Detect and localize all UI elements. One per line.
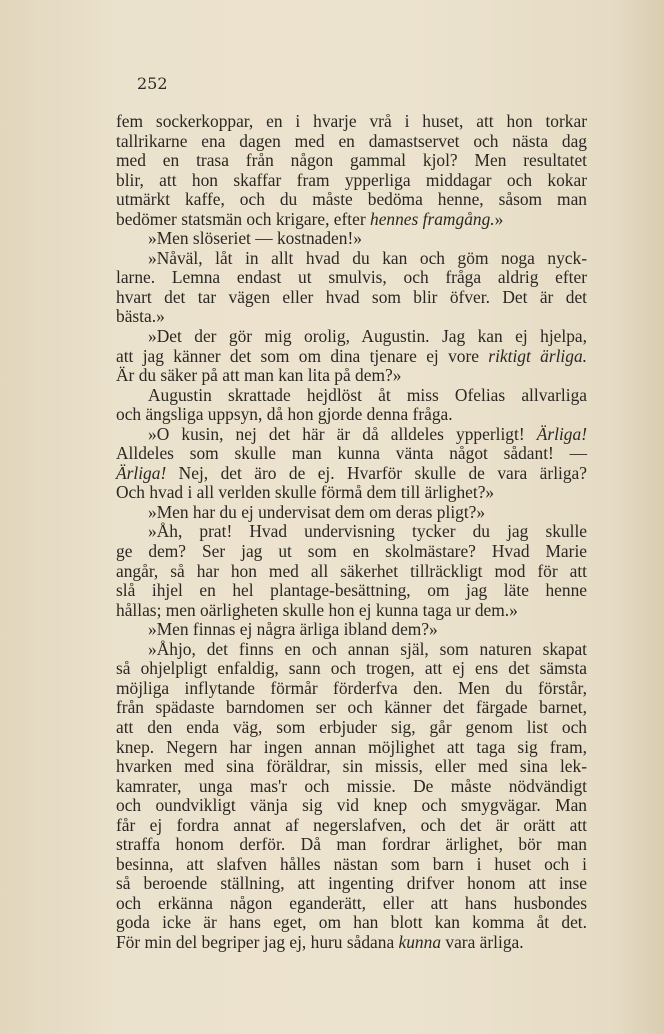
text-segment: så ohjelpligt enfaldig, sann och trogen, att ej ens det sämsta [116,658,587,679]
text-line [116,562,587,582]
text-segment: ge dem? Ser jag ut som en skolmästare? Hvad Marie [116,541,587,562]
text-segment: »Men finnas ej några ärliga ibland dem?» [148,619,438,640]
italic-text: hennes framgång. [370,208,495,229]
text-segment: Alldeles som skulle man kunna vänta något sådant! — [116,443,587,464]
text-line [116,327,587,347]
text-line [116,796,587,816]
text-segment: fem sockerkoppar, en i hvarje vrå i huset, att hon torkar [116,111,587,131]
text-line [116,288,587,308]
text-segment: och ängsliga uppsyn, då hon gjorde denna fråga. [116,404,453,425]
text-line [116,229,587,249]
text-segment: bästa.» [116,306,165,327]
text-line [116,835,587,855]
text-line [116,913,587,933]
text-line [116,581,587,601]
text-line [116,366,587,386]
text-segment: »Men har du ej undervisat dem om deras pligt?» [148,501,486,522]
text-segment: »Men slöseriet — kostnaden!» [148,228,362,249]
text-line [116,464,587,484]
italic-text: riktigt ärliga. [488,345,587,366]
text-segment: »Åh, prat! Hvad undervisning tycker du jag skulle [148,521,587,542]
text-segment: får ej fordra annat af negerslafven, och det är orätt att [116,814,587,835]
text-segment: tallrikarne ena dagen med en damastservet och nästa dag [116,130,587,151]
text-segment: För min del begriper jag ej, huru sådana [116,931,399,952]
text-line [116,816,587,836]
text-segment: » [494,208,504,229]
text-segment: slå ihjel en hel plantage-besättning, om jag läte henne [116,580,587,601]
text-segment: utmärkt kaffe, och du måste bedöma henne, såsom man [116,189,587,210]
text-segment: möjliga inflytande förmår förderfva den. Men du förstår, [116,677,587,698]
text-segment: Nej, det äro de ej. Hvarför skulle de vara ärliga? [166,462,587,483]
text-line [116,601,587,621]
text-segment: Och hvad i all verlden skulle förmå dem till ärlighet?» [116,482,495,503]
body-text [116,112,587,953]
text-segment: straffa honom derför. Då man fordrar ärlighet, bör man [116,834,587,855]
text-segment: goda icke är hans eget, om han blott kan komma åt det. [116,912,587,933]
text-segment: »Nåväl, låt in allt hvad du kan och göm noga nyck- [148,247,587,268]
text-segment: Är du säker på att man kan lita på dem?» [116,365,402,386]
text-segment: knep. Negern har ingen annan möjlighet att taga sig fram, [116,736,587,757]
text-line [116,640,587,660]
text-segment: besinna, att slafven hålles nästan som barn i huset och i [116,853,587,874]
text-segment: »Åhjo, det finns en och annan själ, som naturen skapat [148,638,587,659]
italic-text: Ärliga! [536,423,587,444]
text-line [116,679,587,699]
text-segment: »Det der gör mig orolig, Augustin. Jag kan ej hjelpa, [148,326,587,347]
text-line [116,483,587,503]
text-line [116,112,587,132]
text-line [116,132,587,152]
italic-text: Ärliga! [116,462,167,483]
text-segment: larne. Lemna endast ut smulvis, och fråga aldrig efter [116,267,587,288]
text-segment: och erkänna någon eganderätt, eller att hans husbondes [116,892,587,913]
text-segment: att jag känner det som om dina tjenare ej vore [116,345,489,366]
text-segment: Augustin skrattade hejdlöst åt miss Ofelias allvarliga [148,384,587,405]
text-line [116,855,587,875]
text-line [116,171,587,191]
text-line [116,405,587,425]
text-line [116,620,587,640]
text-line [116,777,587,797]
text-line [116,347,587,367]
text-line [116,268,587,288]
page-number: 252 [137,74,168,93]
text-segment: »O kusin, nej det här är då alldeles ypperligt! [148,423,537,444]
text-segment: så beroende ställning, att ingenting drifver honom att inse [116,873,587,894]
text-line [116,151,587,171]
text-line [116,738,587,758]
text-segment: vara ärliga. [441,931,524,952]
text-segment: med en trasa från någon gammal kjol? Men resultatet [116,150,587,171]
text-line [116,503,587,523]
text-segment: och oundvikligt vänja sig vid knep och smygvägar. Man [116,795,587,816]
text-line [116,718,587,738]
text-line [116,757,587,777]
italic-text: kunna [398,931,442,952]
text-line [116,444,587,464]
text-segment: angår, så har hon med all säkerhet tillräckligt mod för att [116,560,587,581]
text-line [116,933,587,953]
text-segment: hvart det tar vägen eller hvad som blir öfver. Det är det [116,286,587,307]
text-line [116,249,587,269]
text-line [116,659,587,679]
text-segment: hvarken med sina föräldrar, sin missis, eller med sina lek- [116,756,587,777]
text-segment: bedömer statsmän och krigare, efter [116,208,370,229]
text-line [116,386,587,406]
text-segment: hållas; men oärligheten skulle hon ej kunna taga ur dem.» [116,599,518,620]
text-line [116,425,587,445]
text-line [116,894,587,914]
text-line [116,874,587,894]
text-line [116,190,587,210]
text-segment: kamrater, unga mas'r och missie. De måste nödvändigt [116,775,587,796]
text-segment: att den enda väg, som erbjuder sig, går genom list och [116,716,587,737]
text-line [116,307,587,327]
text-line [116,210,587,230]
text-line [116,698,587,718]
text-line [116,542,587,562]
text-segment: från spädaste barndomen ser och känner det färgade barnet, [116,697,587,718]
text-line [116,522,587,542]
text-segment: blir, att hon skaffar fram ypperliga middagar och kokar [116,169,587,190]
